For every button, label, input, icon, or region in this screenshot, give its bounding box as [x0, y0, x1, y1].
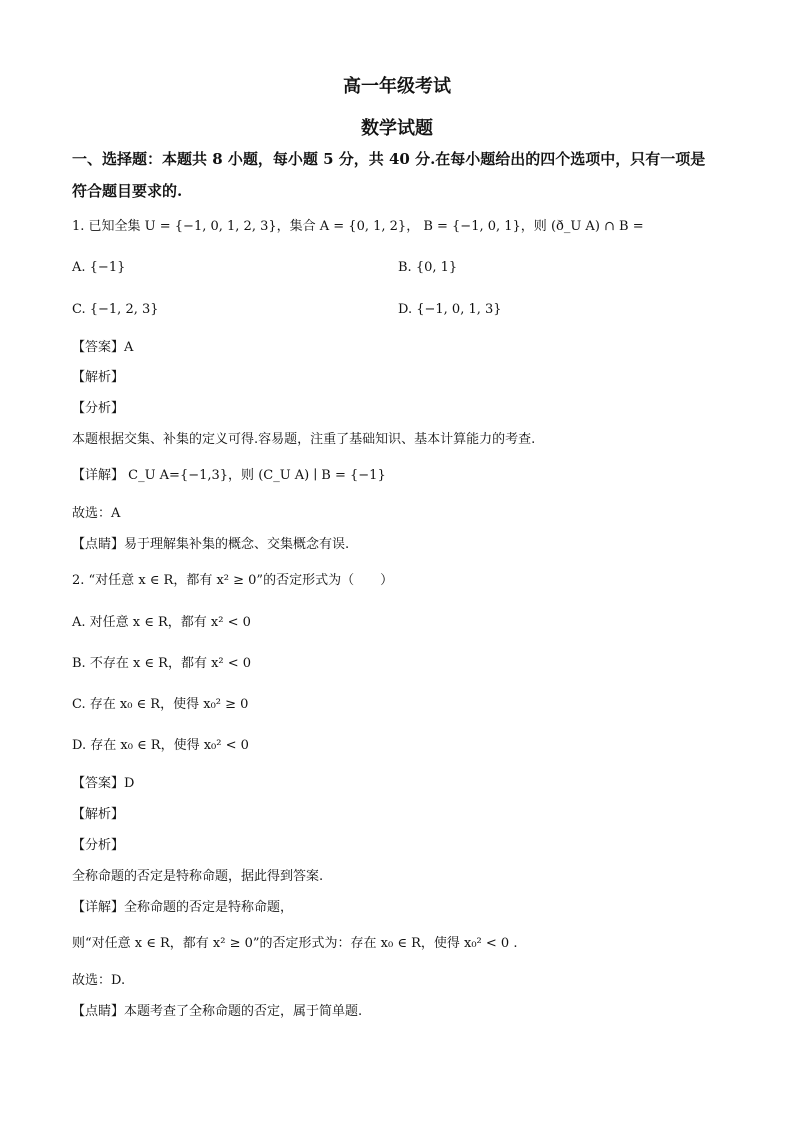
q1-stem: 1. 已知全集 U = {−1, 0, 1, 2, 3}，集合 A = {0, 1, 2}， B = {−1, 0, 1}，则 (ð_U A) ∩ B =	[72, 219, 644, 234]
q1-analysis-label: 【解析】	[72, 370, 125, 385]
page-title: 高一年级考试	[343, 76, 451, 97]
q2-fenxi-text: 全称命题的否定是特称命题，据此得到答案.	[72, 869, 324, 884]
section-heading-line2: 符合题目要求的.	[72, 182, 183, 200]
section-heading-line1: 一、选择题：本题共 8 小题，每小题 5 分，共 40 分.在每小题给出的四个选项中，只有一项是	[72, 150, 706, 168]
q1-fenxi-text: 本题根据交集、补集的定义可得.容易题，注重了基础知识、基本计算能力的考查.	[72, 432, 536, 447]
q2-comment: 【点睛】本题考查了全称命题的否定，属于简单题.	[72, 1004, 363, 1019]
q2-option-b: B. 不存在 x ∈ R，都有 x² < 0	[72, 656, 252, 671]
q1-comment: 【点睛】易于理解集补集的概念、交集概念有误.	[72, 537, 350, 552]
q1-option-b: B. {0, 1}	[398, 260, 458, 275]
q2-option-c: C. 存在 x₀ ∈ R，使得 x₀² ≥ 0	[72, 697, 249, 712]
q1-detail: 【详解】 C_U A={−1,3}，则 (C_U A) ∣ B = {−1}	[72, 468, 386, 483]
page-subtitle: 数学试题	[361, 118, 433, 139]
q2-choose: 故选：D.	[72, 973, 126, 988]
q1-option-a: A. {−1}	[72, 260, 126, 275]
q2-fenxi-label: 【分析】	[72, 838, 125, 853]
q1-fenxi-label: 【分析】	[72, 401, 125, 416]
q2-option-a: A. 对任意 x ∈ R，都有 x² < 0	[72, 615, 251, 630]
q2-detail: 【详解】全称命题的否定是特称命题，	[72, 900, 294, 915]
q2-stem: 2. “对任意 x ∈ R，都有 x² ≥ 0”的否定形式为（ ）	[72, 573, 394, 588]
q1-answer: 【答案】A	[72, 340, 134, 355]
q1-option-d: D. {−1, 0, 1, 3}	[398, 302, 502, 317]
q2-analysis-label: 【解析】	[72, 807, 125, 822]
q1-option-c: C. {−1, 2, 3}	[72, 302, 159, 317]
q2-detail-2: 则“对任意 x ∈ R，都有 x² ≥ 0”的否定形式为：存在 x₀ ∈ R，使得 x₀² < 0 .	[72, 936, 518, 951]
q1-choose: 故选：A	[72, 506, 121, 521]
q2-option-d: D. 存在 x₀ ∈ R，使得 x₀² < 0	[72, 738, 249, 753]
q2-answer: 【答案】D	[72, 776, 135, 791]
